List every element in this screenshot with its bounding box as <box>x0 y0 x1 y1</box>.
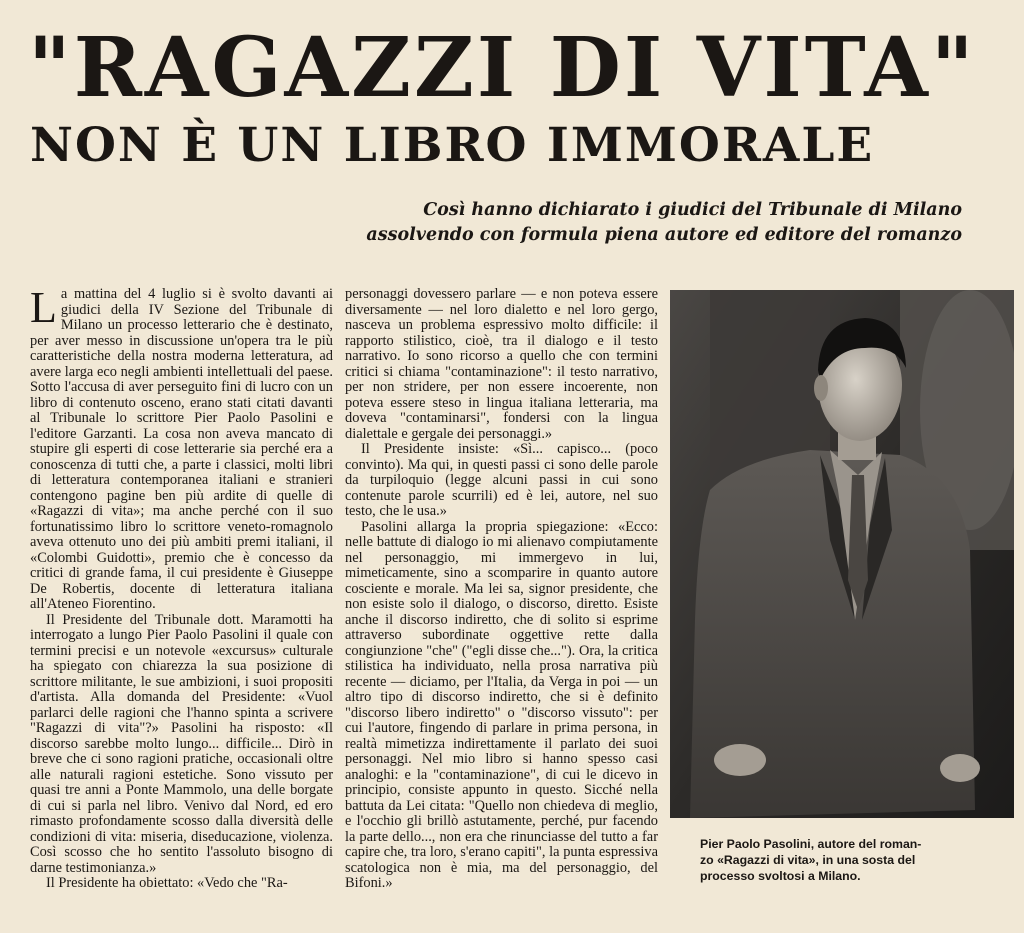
article-paragraph: personaggi dovessero parlare — e non poteva essere diversamente — nel loro dialetto e nel loro gergo, nasceva un problema espressivo molto difficile: il rapporto stilistico, cioè, tra il dialogo e il testo narrativo. Io sono ricorso a quello che con termini critici si chiama "contaminazione": il testo narrativo, per non stridere, per non essere incoerente, non poteva essere steso in lingua italiana letteraria, ma doveva "contaminarsi", fondersi con la lingua dialettale e gergale dei personaggi.» <box>345 287 658 442</box>
caption-line-1: Pier Paolo Pasolini, autore del roman- <box>700 837 922 851</box>
portrait-photo <box>670 290 1014 818</box>
article-paragraph: Il Presidente del Tribunale dott. Maramotti ha interrogato a lungo Pier Paolo Pasolini il quale con termini precisi e un notevole «excursus» culturale ha spiegato con chiarezza la sua posizione di scrittore militante, le sue ambizioni, i suoi propositi d'artista. Alla domanda del Presidente: «Vuol parlarci delle ragioni che l'hanno spinta a scrivere "Ragazzi di vita"?» Pasolini ha risposto: «Il discorso sarebbe molto lungo... difficile... Dirò in breve che ci sono ragioni pratiche, occasionali oltre alle naturali ragioni estetiche. Sono vissuto per quasi tre anni a Ponte Mammolo, una delle borgate di cui si parla nel libro. Venivo dal Nord, ed ero rimasto profondamente scosso dalla diversità delle condizioni di vita: miseria, diseducazione, violenza. Così scosso che ho sentito l'assoluto bisogno di darne testimonianza.» <box>30 611 333 876</box>
standfirst-line-2: assolvendo con formula piena autore ed editore del romanzo <box>366 225 962 245</box>
drop-cap: L <box>30 287 57 332</box>
article-paragraph: Il Presidente insiste: «Sì... capisco... (poco convinto). Ma qui, in questi passi ci sono delle parole da turpiloquio (legge alcuni passi in cui sono contenute parole scurrili) ed è lei, autore, nel suo testo, che le usa.» <box>345 441 658 519</box>
caption-line-3: processo svoltosi a Milano. <box>700 869 861 883</box>
photo-caption <box>700 836 970 884</box>
article-paragraph: Pasolini allarga la propria spiegazione: «Ecco: nelle battute di dialogo io mi alienavo compiutamente nel personaggio, mi immergevo in lui, mimeticamente, sino a scomparire in quanto autore cosciente e morale. Ma lei sa, signor presidente, che non esiste solo il dialogo, o discorso, diretto. Esiste anche il discorso indiretto, che di solito si esprime attraverso subordinate oggettive rette dalla congiunzione "che" ("egli disse che..."). Ora, la critica stilistica ha individuato, nella prosa narrativa più recente — diciamo, per l'Italia, da Verga in poi — un altro tipo di discorso indiretto, che si è definito "discorso libero indiretto" o "discorso vissuto": per cui l'autore, fingendo di parlare in prima persona, in realtà mimetizza indirettamente il parlato dei suoi personaggi. Nel mio libro si hanno spesso casi analoghi: e la "contaminazione", di cui le dicevo in principio, consiste appunto in questo. Sicché nella battuta da Lei citata: "Quello non chiedeva di meglio, e l'occhio gli brillò astutamente, perché, pur facendo la parte dello..., non era che rinunciasse del tutto a far capire che, tra loro, s'erano capiti", la punta espressiva scatologica non è mia, ma del personaggio, del Bifoni.» <box>345 518 658 891</box>
standfirst <box>342 198 962 248</box>
headline: "RAGAZZI DI VITA" <box>28 20 977 116</box>
article-paragraph <box>30 287 333 613</box>
article-paragraph: Il Presidente ha obiettato: «Vedo che "Ra- <box>46 875 288 891</box>
article-column-2 <box>345 287 658 927</box>
standfirst-line-1: Così hanno dichiarato i giudici del Tribunale di Milano <box>423 200 962 220</box>
article-column-1 <box>30 287 333 927</box>
paragraph-text: a mattina del 4 luglio si è svolto davanti ai giudici della IV Sezione del Tribunale di Milano un processo letterario che è destinato, per aver messo in discussione un'opera tra le più caratteristiche della nostra moderna letteratura, ad avere larga eco negli ambienti intellettuali del paese. Sotto l'accusa di aver perseguito fini di lucro con un libro di contenuto osceno, erano stati citati davanti al Tribunale lo scrittore Pier Paolo Pasolini e l'editore Garzanti. La cosa non aveva mancato di stupire gli esperti di cose letterarie sia perché era a conoscenza di tutti che, a parte i classici, molti libri di letteratura contemporanea italiani e stranieri contengono pagine ben più ardite di quelle di «Ragazzi di vita»; ma anche perché con il suo fortunatissimo libro lo scrittore veneto-romagnolo aveva ottenuto uno dei più ambiti premi italiani, il «Colombi Guidotti», premio che è concesso da critici di grande fama, il cui presidente è Giuseppe De Robertis, docente di letteratura italiana all'Ateneo Fiorentino. <box>30 287 333 612</box>
photo-illustration <box>670 290 1014 818</box>
subheadline: NON È UN LIBRO IMMORALE <box>30 118 875 173</box>
caption-line-2: zo «Ragazzi di vita», in una sosta del <box>700 853 916 867</box>
